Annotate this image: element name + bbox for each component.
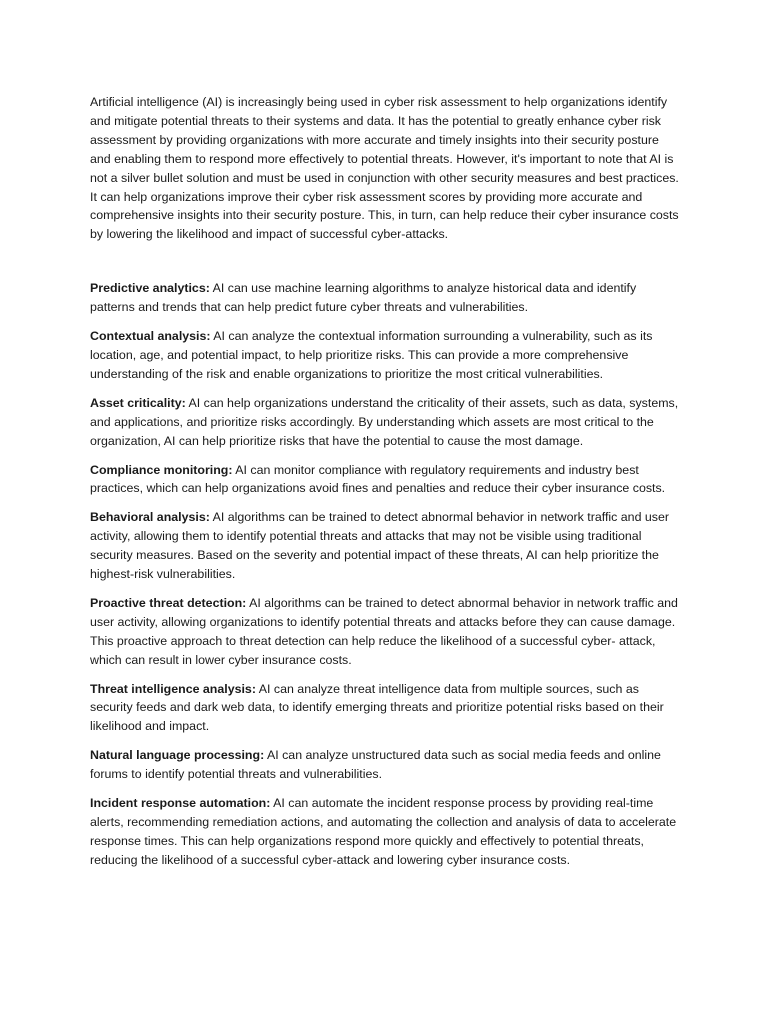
item-term: Asset criticality: xyxy=(90,395,186,410)
item-term: Predictive analytics: xyxy=(90,281,210,296)
item-contextual-analysis xyxy=(90,327,680,384)
intro-paragraph: Artificial intelligence (AI) is increasingly being used in cyber risk assessment to help organizations identify and mitigate potential threats to their systems and data. It has the potential to greatly enhance cyber risk assessment by providing organizations with more accurate and timely insights into their security posture and enabling them to respond more effectively to potential threats. However, it's important to note that AI is not a silver bullet solution and must be used in conjunction with other security measures and best practices. It can help organizations improve their cyber risk assessment scores by providing more accurate and comprehensive insights into their security posture. This, in turn, can help reduce their cyber insurance costs by lowering the likelihood and impact of successful cyber-attacks. xyxy=(90,95,679,242)
item-term: Contextual analysis: xyxy=(90,329,211,344)
item-term: Proactive threat detection: xyxy=(90,595,247,610)
item-term: Compliance monitoring: xyxy=(90,462,233,477)
item-text: AI can analyze threat intelligence data from multiple sources, such as security feeds and dark web data, to identify emerging threats and prioritize potential risks based on their likelihood and impact. xyxy=(90,681,664,734)
item-text: AI can help organizations understand the criticality of their assets, such as data, systems, and applications, and prioritize risks accordingly. By understanding which assets are most critical to the organization, AI can help prioritize risks that have the potential to cause the most damage. xyxy=(90,395,679,448)
item-incident-response-automation xyxy=(90,794,680,870)
item-natural-language-processing xyxy=(90,746,680,784)
item-text: AI can use machine learning algorithms to analyze historical data and identify patterns and trends that can help predict future cyber threats and vulnerabilities. xyxy=(90,281,637,315)
item-predictive-analytics xyxy=(90,279,680,317)
item-term: Natural language processing: xyxy=(90,748,265,763)
item-term: Threat intelligence analysis: xyxy=(90,681,256,696)
document-page xyxy=(90,93,680,880)
item-behavioral-analysis xyxy=(90,508,680,584)
item-term: Incident response automation: xyxy=(90,796,271,811)
item-threat-intelligence-analysis xyxy=(90,680,680,737)
item-text: AI can monitor compliance with regulatory requirements and industry best practices, which can help organizations avoid fines and penalties and reduce their cyber insurance costs. xyxy=(90,462,666,496)
item-asset-criticality xyxy=(90,394,680,451)
item-text: AI algorithms can be trained to detect abnormal behavior in network traffic and user activity, allowing them to identify potential threats and attacks that may not be visible using traditional security measures. Based on the severity and potential impact of these threats, AI can help prioritize the highest-risk vulnerabilities. xyxy=(90,510,670,582)
item-term: Behavioral analysis: xyxy=(90,510,210,525)
item-proactive-threat-detection xyxy=(90,594,680,670)
item-text: AI can automate the incident response process by providing real-time alerts, recommending remediation actions, and automating the collection and analysis of data to accelerate response times. This can help organizations respond more quickly and effectively to potential threats, reducing the likelihood of a successful cyber-attack and lowering cyber insurance costs. xyxy=(90,796,677,867)
item-text: AI algorithms can be trained to detect abnormal behavior in network traffic and user activity, allowing organizations to identify potential threats and attacks before they can cause damage. This proactive approach to threat detection can help reduce the likelihood of a successful cyber- attack, which can result in lower cyber insurance costs. xyxy=(90,595,678,667)
item-text: AI can analyze unstructured data such as social media feeds and online forums to identify potential threats and vulnerabilities. xyxy=(90,748,661,782)
item-text: AI can analyze the contextual information surrounding a vulnerability, such as its location, age, and potential impact, to help prioritize risks. This can provide a more comprehensive understanding of the risk and enable organizations to prioritize the most critical vulnerabilities. xyxy=(90,329,653,381)
item-compliance-monitoring xyxy=(90,461,680,499)
